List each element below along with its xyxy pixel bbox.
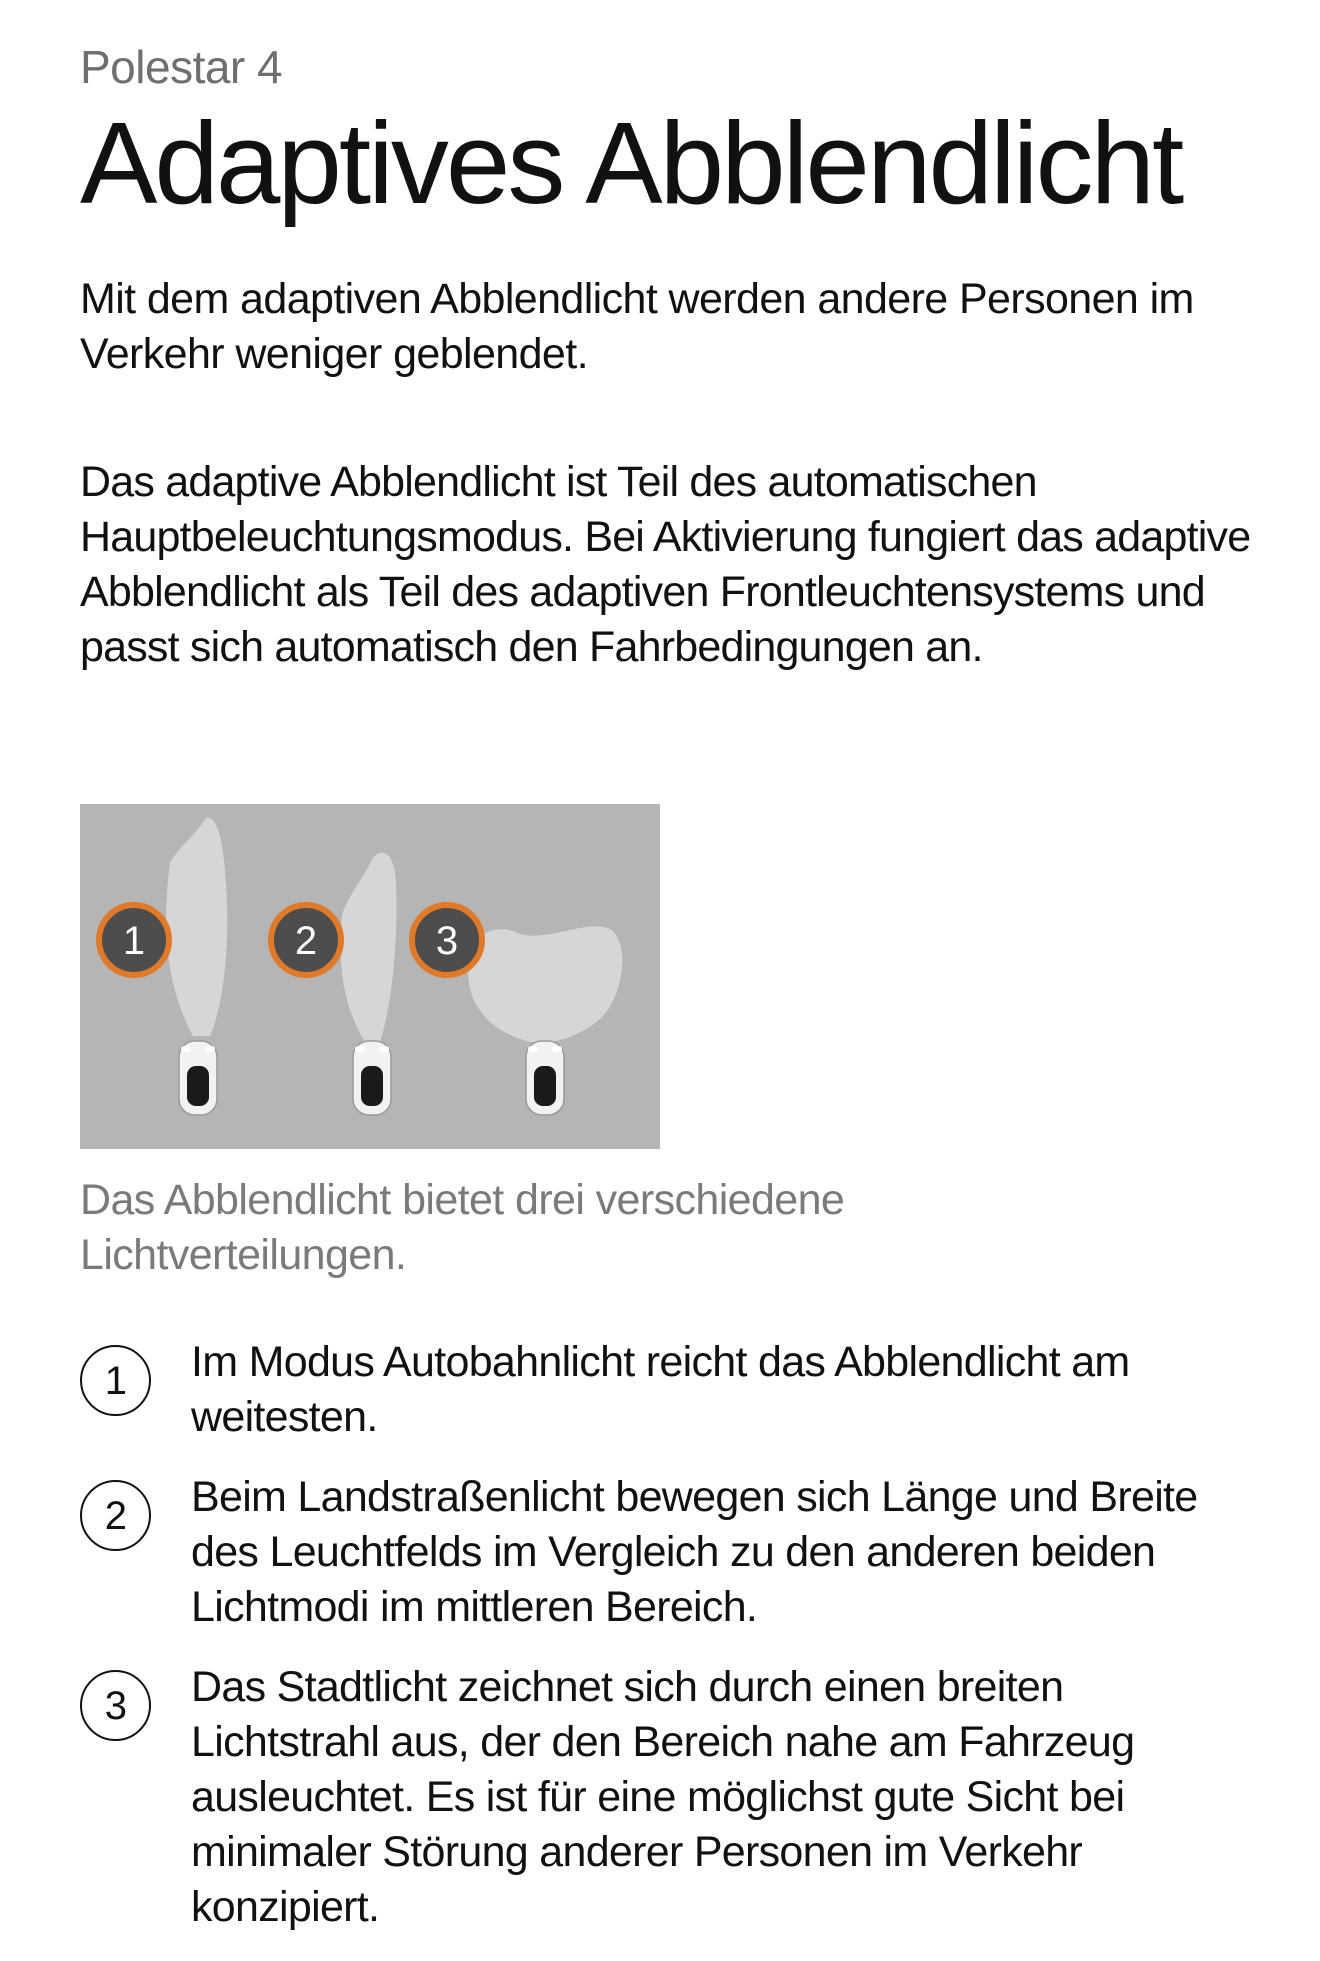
number-circle-1: 1 — [80, 1345, 151, 1416]
list-item — [80, 1335, 1260, 1445]
country-road-beam — [341, 853, 397, 1042]
intro-paragraph: Mit dem adaptiven Abblendlicht werden andere Personen im Verkehr weniger geblendet. — [80, 275, 1194, 378]
car-3-icon — [526, 1041, 564, 1115]
list-item — [80, 1470, 1260, 1635]
town-beam — [468, 926, 622, 1042]
car-2-icon — [353, 1041, 391, 1115]
vehicle-model-label: Polestar 4 — [80, 41, 283, 93]
motorway-beam — [166, 818, 227, 1036]
marker-1-label: 1 — [122, 919, 146, 963]
car-1-icon — [179, 1041, 217, 1115]
light-mode-list — [80, 1335, 1260, 1960]
description-paragraph: Das adaptive Abblendlicht ist Teil des automatischen Hauptbeleuchtungsmodus. Bei Aktivierung fungiert das adaptive Abblendlicht als Teil des adaptiven Frontleuchtensystems und passt sich automatisch den Fahrbedingungen an. — [80, 458, 1251, 671]
light-distribution-illustration — [80, 804, 660, 1149]
list-item — [80, 1660, 1260, 1935]
list-item-text: Das Stadtlicht zeichnet sich durch einen breiten Lichtstrahl aus, der den Bereich nahe am Fahrzeug ausleuchtet. Es ist für eine möglichst gute Sicht bei minimaler Störung anderer Personen im Verkehr konzipiert. — [191, 1663, 1135, 1931]
number-circle-3: 3 — [80, 1670, 151, 1741]
list-item-text: Im Modus Autobahnlicht reicht das Abblendlicht am weitesten. — [191, 1338, 1130, 1441]
marker-3-label: 3 — [435, 919, 459, 963]
list-item-text: Beim Landstraßenlicht bewegen sich Länge und Breite des Leuchtfelds im Vergleich zu den anderen beiden Lichtmodi im mittleren Bereich. — [191, 1473, 1198, 1631]
marker-3 — [412, 905, 482, 975]
marker-2-label: 2 — [294, 919, 318, 963]
number-circle-2: 2 — [80, 1480, 151, 1551]
marker-2 — [271, 905, 341, 975]
page-title: Adaptives Abblendlicht — [80, 98, 1182, 228]
figure-caption: Das Abblendlicht bietet drei verschiedene Lichtverteilungen. — [80, 1176, 845, 1279]
marker-1 — [99, 905, 169, 975]
